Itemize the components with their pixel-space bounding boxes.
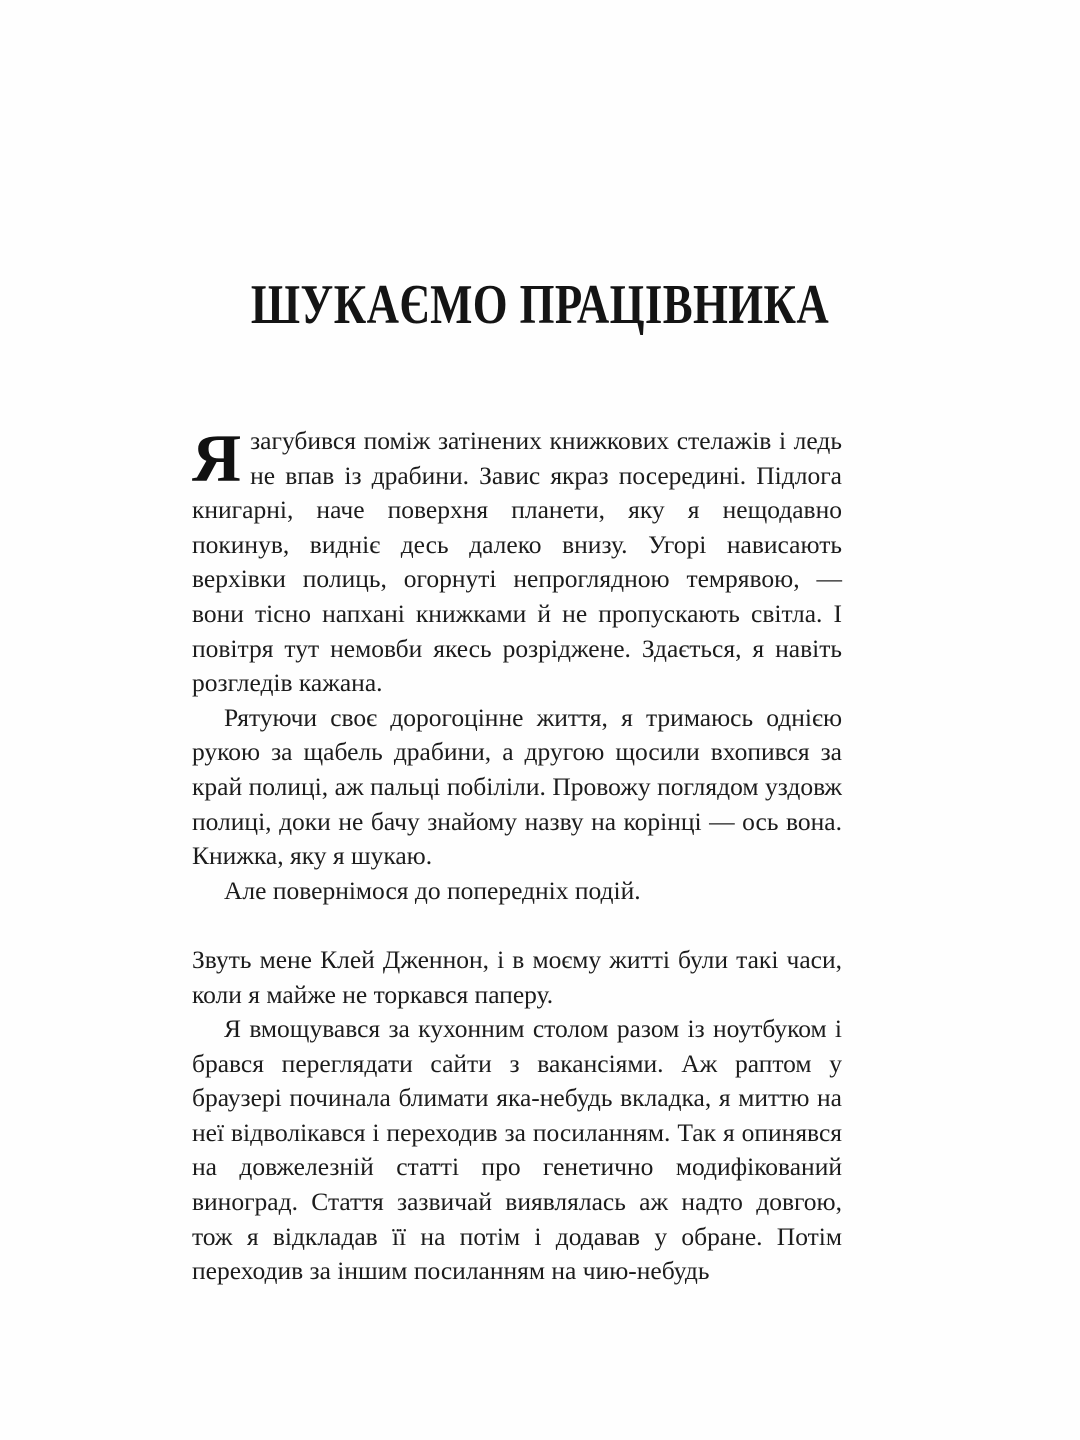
paragraph-2: Рятуючи своє дорогоцінне життя, я тримаюсь однією рукою за щабель драбини, а другою щосили вхопився за край полиці, аж пальці побіліли. Провожу поглядом уздовж полиці, доки не бачу знайому назву на корінці — ось вона. Книжка, яку я шукаю.	[192, 702, 842, 871]
paragraph-1	[192, 420, 842, 701]
section-break	[192, 908, 842, 943]
paragraph-5: Я вмощувався за кухонним столом разом із ноутбуком і брався переглядати сайти з вакансіями. Аж раптом у браузері починала блимати яка-небудь вкладка, я миттю на неї відволікався і переходив за посиланням. Так я опинявся на довжелезній статті про генетично модифікований виноград. Стаття зазвичай виявлялась аж надто довгою, тож я відкладав її на потім і додавав у обране. Потім переходив за іншим посиланням на чию-небудь	[192, 1014, 842, 1286]
drop-cap-letter: Я	[192, 420, 242, 496]
body-text-column	[192, 420, 842, 1289]
chapter-title: ШУКАЄМО ПРАЦІВНИКА	[250, 273, 830, 336]
paragraph-4: Звуть мене Клей Дженнон, і в моєму житті були такі часи, коли я майже не торкався паперу.	[192, 944, 842, 1009]
paragraph-3: Але повернімося до попередніх подій.	[224, 875, 641, 905]
paragraph-1-text: загубився поміж затінених книжкових стелажів і ледь не впав із драбини. Завис якраз посередині. Підлога книгарні, наче поверхня планети, яку я нещодавно покинув, видніє десь далеко внизу. Угорі нависають верхівки полиць, огорнуті непроглядною темрявою, — вони тісно напхані книжками й не пропускають світла. І повітря тут немовби якесь розріджене. Здається, я навіть розгледів кажана.	[192, 426, 842, 698]
